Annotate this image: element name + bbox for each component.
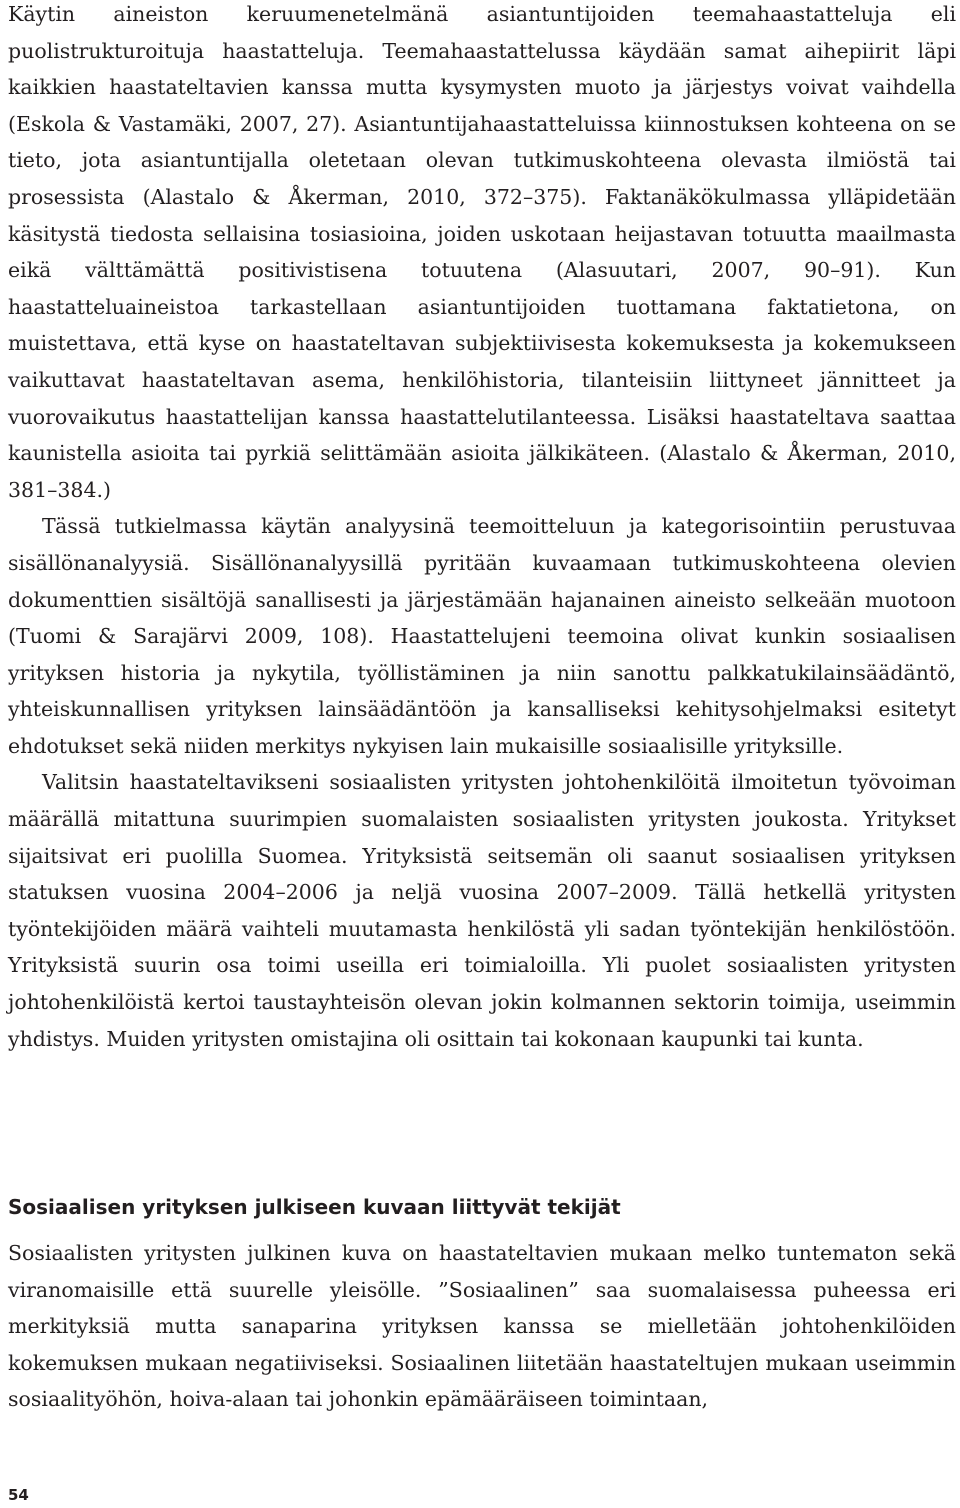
document-page — [8, 0, 956, 1412]
section-heading: Sosiaalisen yrityksen julkiseen kuvaan liittyvät tekijät — [8, 1195, 621, 1219]
body-paragraph-2: Tässä tutkielmassa käytän analyysinä teemoitteluun ja kategorisointiin perustuvaa sisällönanalyysiä. Sisällönanalyysillä pyritään kuvaamaan tutkimuskohteena olevien dokumenttien sisältöjä sanallisesti ja järjestämään hajanainen aineisto selkeään muotoon (Tuomi & Sarajärvi 2009, 108). Haastattelujeni teemoina olivat kunkin sosiaalisen yrityksen historia ja nykytila, työllistäminen ja niin sanottu palkkatukilainsäädäntö, yhteiskunnallisen yrityksen lainsäädäntöön ja kansalliseksi kehitysohjelmaksi esitetyt ehdotukset sekä niiden merkitys nykyisen lain mukaisille sosiaalisille yrityksille. — [8, 514, 956, 758]
page-number: 54 — [8, 1486, 29, 1504]
body-paragraph-3: Valitsin haastateltavikseni sosiaalisten yritysten johtohenkilöitä ilmoitetun työvoiman määrällä mitattuna suurimpien suomalaisten sosiaalisten yritysten joukosta. Yritykset sijaitsivat eri puolilla Suomea. Yrityksistä seitsemän oli saanut sosiaalisen yrityksen statuksen vuosina 2004–2006 ja neljä vuosina 2007–2009. Tällä hetkellä yritysten työntekijöiden määrä vaihteli muutamasta henkilöstä yli sadan työntekijän henkilöstöön. Yrityksistä suurin osa toimi useilla eri toimialoilla. Yli puolet sosiaalisten yritysten johtohenkilöistä kertoi taustayhteisön olevan jokin kolmannen sektorin toimija, useimmin yhdistys. Muiden yritysten omistajina oli osittain tai kokonaan kaupunki tai kunta. — [8, 770, 956, 1051]
body-paragraph-1: Käytin aineiston keruumenetelmänä asiantuntijoiden teemahaastatteluja eli puolistrukturoituja haastatteluja. Teemahaastattelussa käydään samat aihepiirit läpi kaikkien haastateltavien kanssa mutta kysymysten muoto ja järjestys voivat vaihdella (Eskola & Vastamäki, 2007, 27). Asiantuntijahaastatteluissa kiinnostuksen kohteena on se tieto, jota asiantuntijalla oletetaan olevan tutkimuskohteena olevasta ilmiöstä tai prosessista (Alastalo & Åkerman, 2010, 372–375). Faktanäkökulmassa ylläpidetään käsitystä tiedosta sellaisina tosiasioina, joiden uskotaan heijastavan totuutta maailmasta eikä välttämättä positivistisena totuutena (Alasuutari, 2007, 90–91). Kun haastatteluaineistoa tarkastellaan asiantuntijoiden tuottamana faktatietona, on muistettava, että kyse on haastateltavan subjektiivisesta kokemuksesta ja kokemukseen vaikuttavat haastateltavan asema, henkilöhistoria, tilanteisiin liittyneet jännitteet ja vuorovaikutus haastattelijan kanssa haastattelutilanteessa. Lisäksi haastateltava saattaa kaunistella asioita tai pyrkiä selittämään asioita jälkikäteen. (Alastalo & Åkerman, 2010, 381–384.) — [8, 2, 956, 502]
section-paragraph: Sosiaalisten yritysten julkinen kuva on haastateltavien mukaan melko tuntematon sekä viranomaisille että suurelle yleisölle. ”Sosiaalinen” saa suomalaisessa puheessa eri merkityksiä mutta sanaparina yrityksen kanssa se mielletään johtohenkilöiden kokemuksen mukaan negatiiviseksi. Sosiaalinen liitetään haastateltujen mukaan useimmin sosiaalityöhön, hoiva-alaan tai johonkin epämääräiseen toimintaan, — [8, 1241, 956, 1412]
